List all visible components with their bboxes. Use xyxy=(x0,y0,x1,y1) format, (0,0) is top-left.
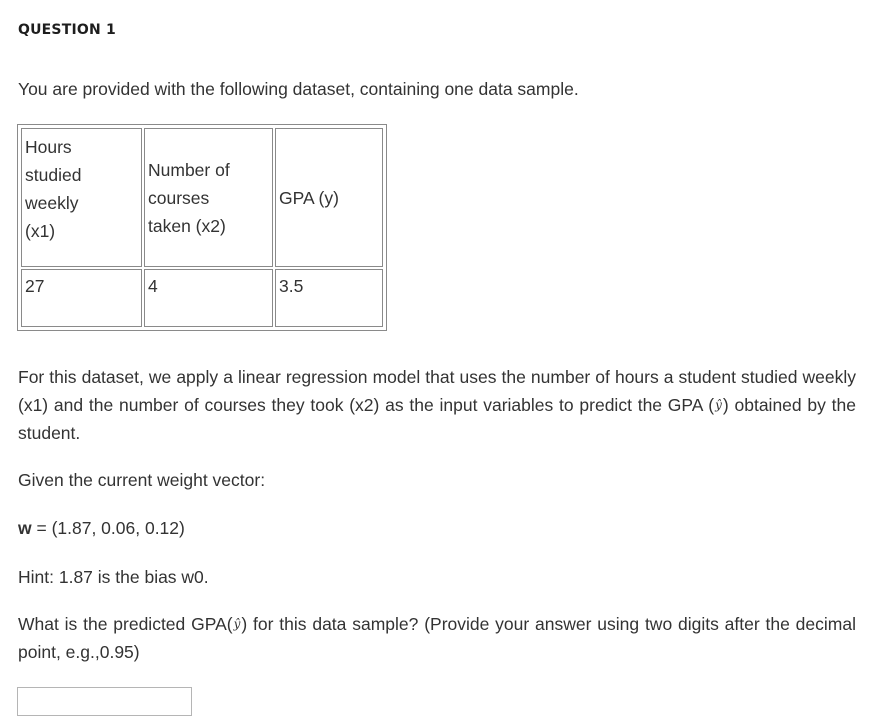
yhat-symbol: ŷ xyxy=(715,398,722,412)
weight-symbol: w xyxy=(18,518,32,538)
weight-intro: Given the current weight vector: xyxy=(18,470,266,490)
weight-vector: w = (1.87, 0.06, 0.12) xyxy=(18,518,185,538)
yhat-symbol: ŷ xyxy=(233,617,241,631)
table-header-row xyxy=(21,128,383,267)
table-cell-hours: 27 xyxy=(21,269,142,327)
header-cell-gpa: GPA (y) xyxy=(275,128,383,267)
hint-text: Hint: 1.87 is the bias w0. xyxy=(18,567,209,587)
table-cell-gpa: 3.5 xyxy=(275,269,383,327)
answer-input[interactable] xyxy=(17,687,192,716)
header-cell-courses: Number of courses taken (x2) xyxy=(144,128,273,267)
table-row xyxy=(21,269,383,327)
header-cell-hours: Hours studied weekly (x1) xyxy=(21,128,142,267)
table-cell-courses: 4 xyxy=(144,269,273,327)
question-prompt: What is the predicted GPA(ŷ) for this data sample? (Provide your answer using two digits after the decimal point, e.g.,0.95) xyxy=(18,614,856,662)
question-heading: QUESTION 1 xyxy=(18,22,116,38)
dataset-table xyxy=(17,124,387,331)
model-description: For this dataset, we apply a linear regression model that uses the number of hours a student studied weekly (x1) and the number of courses they took (x2) as the input variables to predict the GPA (ŷ) obtained by the student. xyxy=(18,367,857,443)
intro-text: You are provided with the following dataset, containing one data sample. xyxy=(18,79,579,99)
